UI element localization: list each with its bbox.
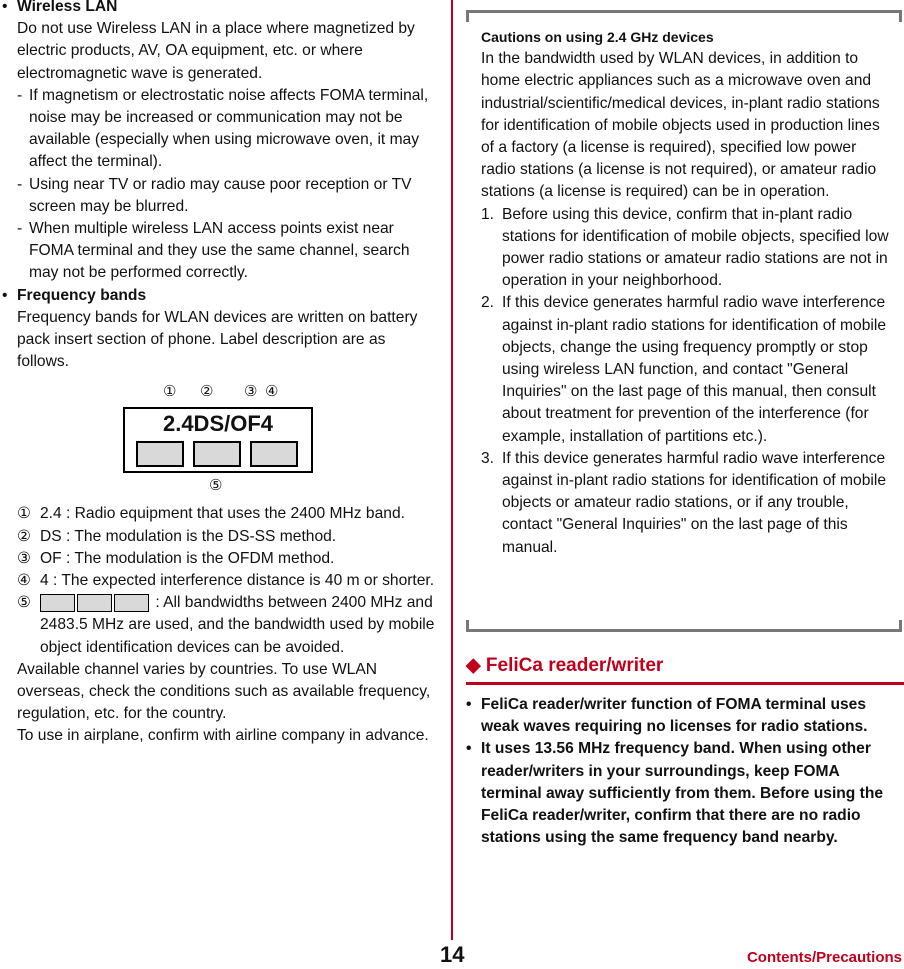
list-item: - If magnetism or electrostatic noise affects FOMA terminal, noise may be increased or communication may not be available (especially when using microwave oven, it may affect the terminal). bbox=[17, 86, 429, 171]
paragraph: Do not use Wireless LAN in a place where magnetized by electric products, AV, OA equipment, etc. or where electromagnetic wave is generated. bbox=[17, 20, 415, 82]
column-divider bbox=[451, 0, 453, 940]
note-text: : All bandwidths between 2400 MHz and 2483.5 MHz are used, and the bandwidth used by mobile object identification devices can be avoided. bbox=[40, 594, 435, 656]
caution-frame-bottom bbox=[466, 620, 902, 632]
bullet-icon: • bbox=[466, 696, 472, 713]
marker-3: ③ bbox=[244, 383, 258, 401]
paragraph: Available channel varies by countries. To use WLAN overseas, check the conditions such as available frequency, regulation, etc. for the country. bbox=[17, 660, 431, 723]
note bbox=[0, 526, 440, 548]
band-cell-icon bbox=[77, 594, 112, 612]
caution-frame-top bbox=[466, 10, 902, 22]
note-text: 2.4 : Radio equipment that uses the 2400 MHz band. bbox=[40, 505, 405, 523]
note-number: ① bbox=[17, 505, 31, 523]
item-text: Using near TV or radio may cause poor reception or TV screen may be blurred. bbox=[29, 175, 412, 215]
note-text: DS : The modulation is the DS-SS method. bbox=[40, 527, 337, 545]
item-number: 3. bbox=[481, 449, 495, 467]
felica-heading: ◆ FeliCa reader/writer bbox=[466, 652, 904, 685]
band-cell-icon bbox=[114, 594, 149, 612]
bullet-icon: • bbox=[2, 0, 8, 15]
wireless-lan-section bbox=[0, 0, 440, 85]
note-text: 4 : The expected interference distance is 40 m or shorter. bbox=[40, 572, 435, 590]
band-cell bbox=[136, 441, 184, 467]
note-number: ③ bbox=[17, 549, 31, 567]
frequency-section bbox=[0, 285, 440, 374]
section-title: Frequency bands bbox=[17, 286, 147, 304]
note bbox=[0, 548, 440, 570]
page-number: 14 bbox=[440, 942, 465, 967]
item-number: 2. bbox=[481, 294, 495, 312]
section-title: Wireless LAN bbox=[17, 0, 118, 15]
contents-precautions-link[interactable]: Contents/Precautions bbox=[746, 949, 902, 966]
item-number: 1. bbox=[481, 205, 495, 223]
label-figure bbox=[0, 377, 440, 499]
item-text: It uses 13.56 MHz frequency band. When using other reader/writers in your surroundings, keep FOMA terminal away sufficiently from them. Before using the FeliCa reader/writer, confirm that there are no radio stations using the same frequency band nearby. bbox=[481, 740, 884, 847]
note-text: OF : The modulation is the OFDM method. bbox=[40, 549, 335, 567]
band-cell-icon bbox=[40, 594, 75, 612]
bullet-icon: • bbox=[466, 740, 472, 758]
marker-4: ④ bbox=[265, 383, 279, 401]
paragraph: In the bandwidth used by WLAN devices, in addition to home electric appliances such as a microwave oven and industrial/scientific/medical devices, in-plant radio stations for identification of mobile objects used in production lines of a factory (a license is required), specified low power radio stations (a license is not required), or amateur radio stations (a license is required) can be in operation. bbox=[481, 50, 880, 201]
note bbox=[0, 570, 440, 592]
note bbox=[0, 503, 440, 525]
item-text: When multiple wireless LAN access points exist near FOMA terminal and they use the same channel, search may not be performed correctly. bbox=[29, 220, 410, 282]
item-text: FeliCa reader/writer function of FOMA terminal uses weak waves requiring no licenses for radio stations. bbox=[481, 696, 868, 736]
list-item: - When multiple wireless LAN access points exist near FOMA terminal and they use the same channel, search may not be performed correctly. bbox=[17, 220, 410, 282]
marker-1: ① bbox=[163, 383, 177, 401]
bullet-icon: • bbox=[2, 286, 8, 304]
note-number: ② bbox=[17, 527, 31, 545]
band-cell bbox=[193, 441, 241, 467]
felica-section bbox=[464, 694, 904, 849]
marker-2: ② bbox=[200, 383, 214, 401]
item-text: If this device generates harmful radio wave interference against in-plant radio stations for identification of mobile objects, change the using frequency promptly or stop using wireless LAN function, and contact "General Inquiries" on the last page of this manual, then consult about treatment for prevention of the interference (for example, installation of partitions etc.). bbox=[502, 294, 886, 445]
left-column bbox=[0, 0, 440, 748]
paragraph: Frequency bands for WLAN devices are written on battery pack insert section of phone. Label description are as follows. bbox=[17, 308, 418, 371]
list-item: - Using near TV or radio may cause poor reception or TV screen may be blurred. bbox=[17, 175, 412, 215]
paragraph: To use in airplane, confirm with airline company in advance. bbox=[17, 727, 429, 745]
label-box bbox=[123, 407, 313, 473]
label-text: 2.4DS/OF4 bbox=[162, 411, 274, 437]
item-text: If magnetism or electrostatic noise affects FOMA terminal, noise may be increased or communication may not be available (especially when using microwave oven, it may affect the terminal). bbox=[29, 86, 429, 171]
caution-item bbox=[481, 204, 891, 293]
caution-box bbox=[481, 26, 891, 559]
marker-5: ⑤ bbox=[209, 477, 223, 495]
list-item bbox=[464, 738, 904, 849]
note-number: ④ bbox=[17, 572, 31, 590]
item-text: If this device generates harmful radio wave interference against in-plant radio stations for identification of mobile objects or amateur radio stations, or if any trouble, contact "General Inquiries" on the last page of this manual. bbox=[502, 449, 886, 556]
caution-title: Cautions on using 2.4 GHz devices bbox=[481, 29, 714, 45]
item-text: Before using this device, confirm that in-plant radio stations for identification of mobile objects, specified low power radio stations or amateur radio stations are not in operation in your neighborhood. bbox=[502, 205, 889, 290]
list-item bbox=[464, 694, 904, 738]
right-column bbox=[462, 0, 904, 940]
caution-item bbox=[481, 292, 891, 447]
note bbox=[0, 592, 440, 659]
caution-item bbox=[481, 448, 891, 559]
note-number: ⑤ bbox=[17, 594, 31, 612]
band-cell bbox=[250, 441, 298, 467]
